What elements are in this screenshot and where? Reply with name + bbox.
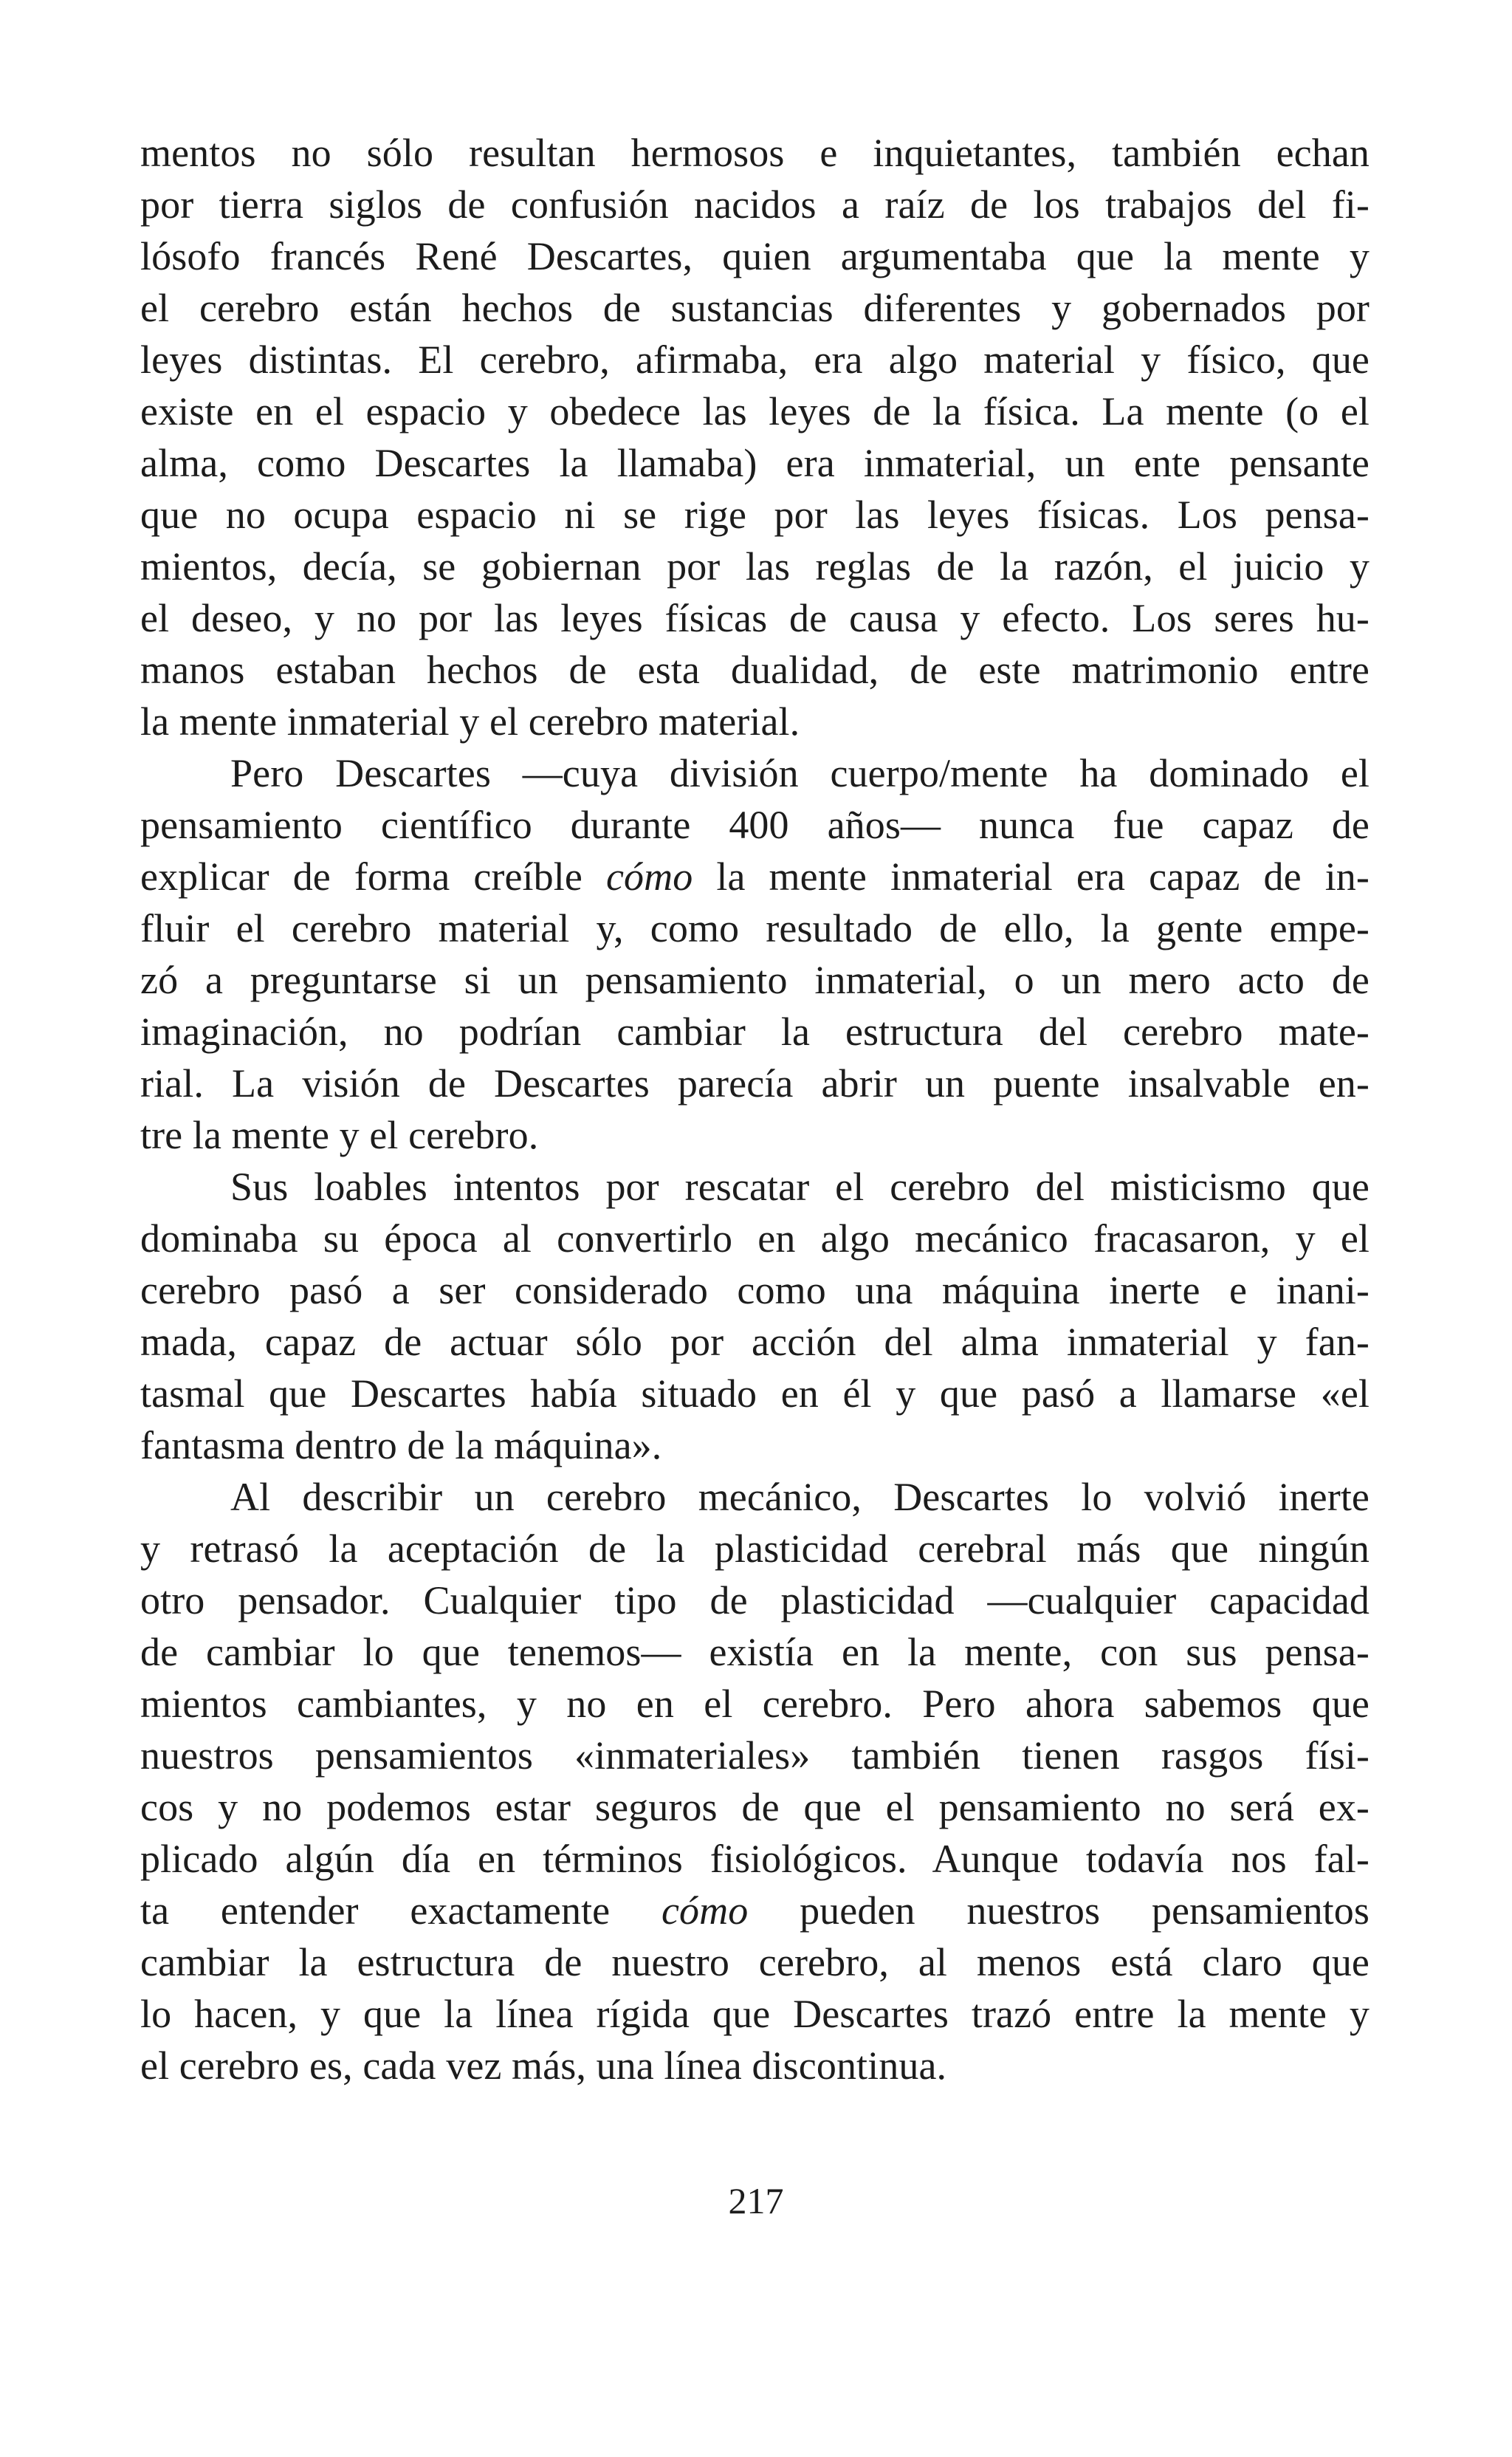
text-line: mada, capaz de actuar sólo por acción del alma inmaterial y fan- (140, 1320, 1370, 1364)
text-line: lo hacen, y que la línea rígida que Descartes trazó entre la mente y (140, 1992, 1370, 2036)
text-line: nuestros pensamientos «inmateriales» también tienen rasgos físi- (140, 1733, 1370, 1778)
emphasis-word: cómo (661, 1888, 749, 1933)
text-line: rial. La visión de Descartes parecía abrir un puente insalvable en- (140, 1061, 1370, 1106)
text-line: fluir el cerebro material y, como resultado de ello, la gente empe- (140, 906, 1370, 950)
text-line: otro pensador. Cualquier tipo de plasticidad —cualquier capacidad (140, 1578, 1370, 1622)
text-line: la mente inmaterial y el cerebro material. (140, 699, 800, 744)
emphasis-word: cómo (605, 854, 693, 899)
text-line: Sus loables intentos por rescatar el cerebro del misticismo que (230, 1165, 1370, 1209)
text-line: manos estaban hechos de esta dualidad, de este matrimonio entre (140, 648, 1370, 692)
paragraph (140, 1471, 1370, 2091)
text-line: leyes distintas. El cerebro, afirmaba, era algo material y físico, que (140, 337, 1370, 382)
text-line: que no ocupa espacio ni se rige por las leyes físicas. Los pensa- (140, 493, 1370, 537)
paragraph (140, 127, 1370, 747)
text-line: de cambiar lo que tenemos— existía en la mente, con sus pensa- (140, 1630, 1370, 1674)
text-line: pensamiento científico durante 400 años— nunca fue capaz de (140, 803, 1370, 847)
text-line: cerebro pasó a ser considerado como una máquina inerte e inani- (140, 1268, 1370, 1312)
paragraph (140, 1161, 1370, 1471)
text-line: ta entender exactamente cómo pueden nuestros pensamientos (140, 1888, 1370, 1933)
text-line: y retrasó la aceptación de la plasticidad cerebral más que ningún (140, 1526, 1370, 1571)
text-line: mientos cambiantes, y no en el cerebro. Pero ahora sabemos que (140, 1682, 1370, 1726)
text-line: el cerebro es, cada vez más, una línea discontinua. (140, 2043, 947, 2088)
text-line: por tierra siglos de confusión nacidos a raíz de los trabajos del fi- (140, 182, 1370, 227)
text-line: alma, como Descartes la llamaba) era inmaterial, un ente pensante (140, 441, 1370, 485)
text-line: imaginación, no podrían cambiar la estructura del cerebro mate- (140, 1010, 1370, 1054)
body-text (140, 127, 1370, 2091)
text-line: tre la mente y el cerebro. (140, 1113, 539, 1157)
text-line: existe en el espacio y obedece las leyes de la física. La mente (o el (140, 389, 1370, 434)
text-line: zó a preguntarse si un pensamiento inmaterial, o un mero acto de (140, 958, 1370, 1002)
text-line: plicado algún día en términos fisiológicos. Aunque todavía nos fal- (140, 1837, 1370, 1881)
paragraph (140, 747, 1370, 1161)
text-line: explicar de forma creíble cómo la mente inmaterial era capaz de in- (140, 854, 1370, 899)
text-line: cambiar la estructura de nuestro cerebro, al menos está claro que (140, 1940, 1370, 1984)
text-line: lósofo francés René Descartes, quien argumentaba que la mente y (140, 234, 1370, 278)
text-line: cos y no podemos estar seguros de que el pensamiento no será ex- (140, 1785, 1370, 1829)
text-line: fantasma dentro de la máquina». (140, 1423, 662, 1467)
text-line: el cerebro están hechos de sustancias diferentes y gobernados por (140, 286, 1370, 330)
page-number: 217 (728, 2180, 784, 2221)
text-line: el deseo, y no por las leyes físicas de causa y efecto. Los seres hu- (140, 596, 1370, 640)
text-line: dominaba su época al convertirlo en algo mecánico fracasaron, y el (140, 1216, 1370, 1261)
text-line: tasmal que Descartes había situado en él y que pasó a llamarse «el (140, 1371, 1370, 1416)
text-line: Pero Descartes —cuya división cuerpo/mente ha dominado el (230, 751, 1370, 795)
book-page (140, 127, 1370, 2291)
text-line: mentos no sólo resultan hermosos e inquietantes, también echan (140, 131, 1370, 175)
text-line: Al describir un cerebro mecánico, Descartes lo volvió inerte (230, 1475, 1370, 1519)
text-line: mientos, decía, se gobiernan por las reglas de la razón, el juicio y (140, 544, 1370, 589)
